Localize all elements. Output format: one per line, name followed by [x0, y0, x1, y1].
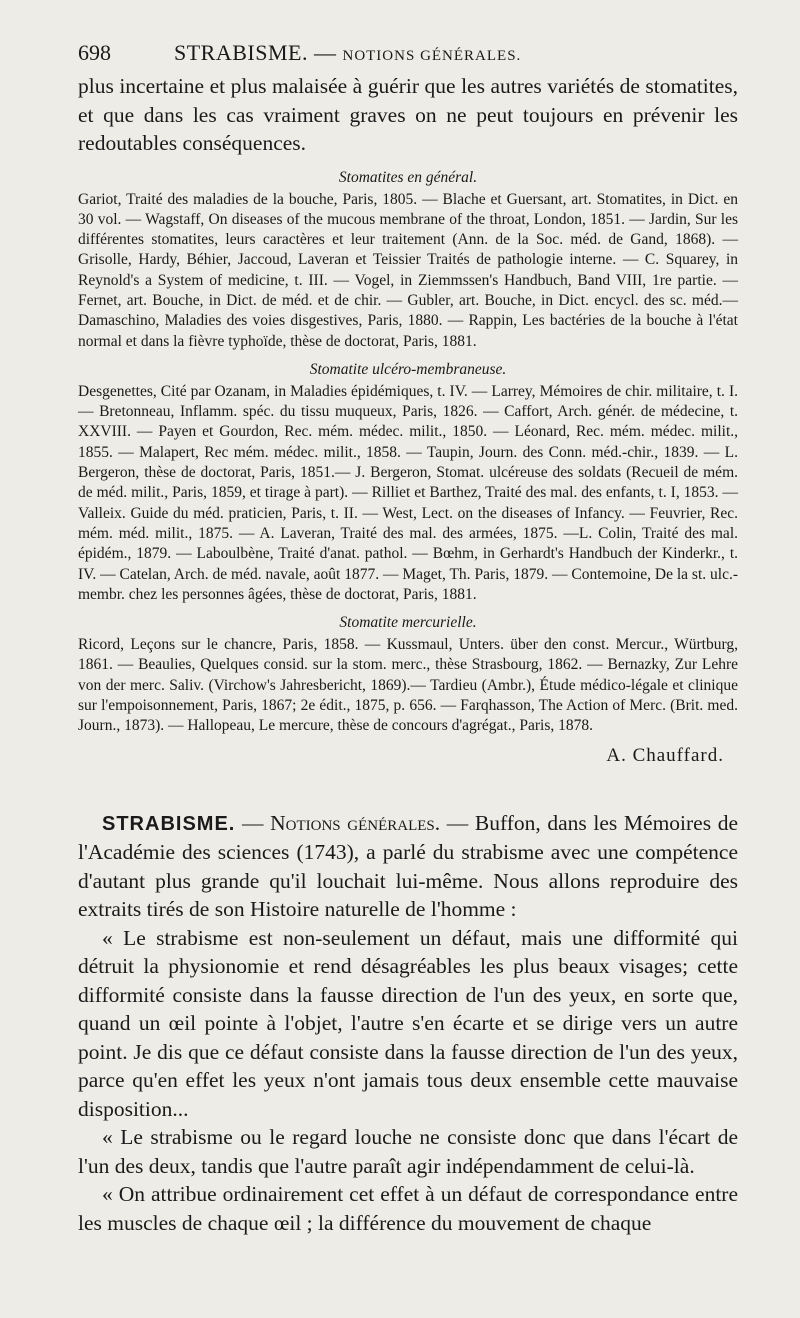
section-paragraph: « Le strabisme est non-seulement un défaut, mais une difformité qui détruit la physionomie et rend désagréables les plus beaux visages; cette difformité consiste dans la fausse direction de l'un des yeux, en sorte que, quand un œil pointe à l'objet, l'autre s'en écarte et se dirige vers un autre point. Je dis que ce défaut consiste dans la fausse direction de l'un des yeux, parce qu'en effet les yeux n'ont jamais tous deux ensemble cette mauvaise disposition...	[78, 925, 738, 1121]
running-title-sub: NOTIONS GÉNÉRALES.	[342, 48, 522, 64]
page-number: 698	[78, 40, 111, 65]
section-dash: —	[241, 810, 264, 835]
section-subtitle: Notions générales.	[270, 810, 441, 835]
running-title-main: STRABISME.	[174, 40, 308, 65]
bibliography-group	[78, 168, 738, 352]
bibliography-heading: Stomatite ulcéro-membraneuse.	[309, 360, 507, 378]
intro-paragraph: plus incertaine et plus malaisée à guérir que les autres variétés de stomatites, et que dans les cas vraiment graves on ne peut toujours en prévenir les redoutables conséquences.	[78, 74, 738, 155]
author-signature: A. Chauffard.	[606, 744, 724, 766]
running-title	[174, 40, 521, 66]
bibliography-group	[78, 360, 738, 605]
section-paragraph: « Le strabisme ou le regard louche ne consiste donc que dans l'écart de l'un des deux, tandis que l'autre paraît agir indépendamment de celui-là.	[78, 1125, 738, 1178]
section-paragraph	[78, 809, 738, 924]
running-header	[78, 40, 738, 66]
running-title-dash: —	[313, 40, 337, 65]
section-paragraph-text: Buffon, dans les Mémoires de l'Académie des sciences (1743), a parlé du strabisme avec une compétence d'autant plus grande qu'il louchait lui-même. Nous allons reproduire des extraits tirés de son Histoire naturelle de l'homme :	[78, 810, 738, 922]
bibliography-text: Gariot, Traité des maladies de la bouche, Paris, 1805. — Blache et Guersant, art. Stomatites, in Dict. en 30 vol. — Wagstaff, On diseases of the mucous membrane of the throat, London, 1851. — Jardin, Sur les différentes stomatites, leurs caractères et leur traitement (Ann. de la Soc. méd. de Gand, 1868). — Grisolle, Hardy, Béhier, Jaccoud, Laveran et Teissier Traités de pathologie interne. — C. Squarey, in Reynold's a System of medicine, t. III. — Vogel, in Ziemmssen's Handbuch, Band VIII, 1re partie. — Fernet, art. Bouche, in Dict. de méd. et de chir. — Gubler, art. Bouche, in Dict. encycl. des sc. méd.— Damaschino, Maladies des voies disgestives, Paris, 1880. — Rappin, Les bactéries de la bouche à l'état normal et dans la fièvre typhoïde, thèse de doctorat, Paris, 1881.	[78, 190, 738, 350]
section-dash: —	[446, 810, 469, 835]
article-section	[78, 809, 738, 1238]
bibliography-heading: Stomatite mercurielle.	[339, 614, 477, 632]
bibliography-text: Ricord, Leçons sur le chancre, Paris, 1858. — Kussmaul, Unters. über den const. Mercur., Würtburg, 1861. — Beaulies, Quelques consid. sur la stom. merc., thèse Strasbourg, 1862. — Bernazky, Zur Lehre von der merc. Saliv. (Virchow's Jahresbericht, 1869).— Tardieu (Ambr.), Étude médico-légale et clinique sur l'empoisonnement, Paris, 1867; 2e édit., 1875, p. 656. — Farqhasson, The Action of Merc. (Brit. med. Journ., 1873). — Hallopeau, Le mercure, thèse de concours d'agrégat., Paris, 1878.	[78, 636, 738, 735]
bibliography-text: Desgenettes, Cité par Ozanam, in Maladies épidémiques, t. IV. — Larrey, Mémoires de chir. militaire, t. I. — Bretonneau, Inflamm. spéc. du tissu muqueux, Paris, 1826. — Caffort, Arch. génér. de médecine, t. XXVIII. — Payen et Gourdon, Rec. mém. médec. milit., 1850. — Léonard, Rec. mém. médec. milit., 1855. — Malapert, Rec mém. médec. milit., 1858. — Taupin, Journ. des Conn. méd.-chir., 1839. — L. Bergeron, thèse de doctorat, Paris, 1851.— J. Bergeron, Stomat. ulcéreuse des soldats (Recueil de mém. de méd. milit., Paris, 1859, et tirage à part). — Rilliet et Barthez, Traité des mal. des enfants, t. I, 1853. — Valleix. Guide du méd. praticien, Paris, t. II. — West, Lect. on the diseases of Infancy. — Feuvrier, Rec. mém. méd. milit., 1875. — A. Laveran, Traité des mal. des armées, 1875. —L. Colin, Traité des mal. épidém., 1879. — Laboulbène, Traité d'anat. pathol. — Bœhm, in Gerhardt's Handbuch der Kinderkr., t. IV. — Catelan, Arch. de méd. navale, août 1877. — Maget, Th. Paris, 1879. — Contemoine, De la st. ulc.-membr. chez les personnes âgées, thèse de doctorat, Paris, 1881.	[78, 382, 738, 603]
bibliography-heading: Stomatites en général.	[338, 168, 478, 186]
section-paragraph: « On attribue ordinairement cet effet à un défaut de correspondance entre les muscles de chaque œil ; la différence du mouvement de chaque	[78, 1182, 738, 1235]
section-title: STRABISME.	[102, 812, 236, 835]
bibliography	[78, 168, 738, 737]
bibliography-group	[78, 613, 738, 736]
